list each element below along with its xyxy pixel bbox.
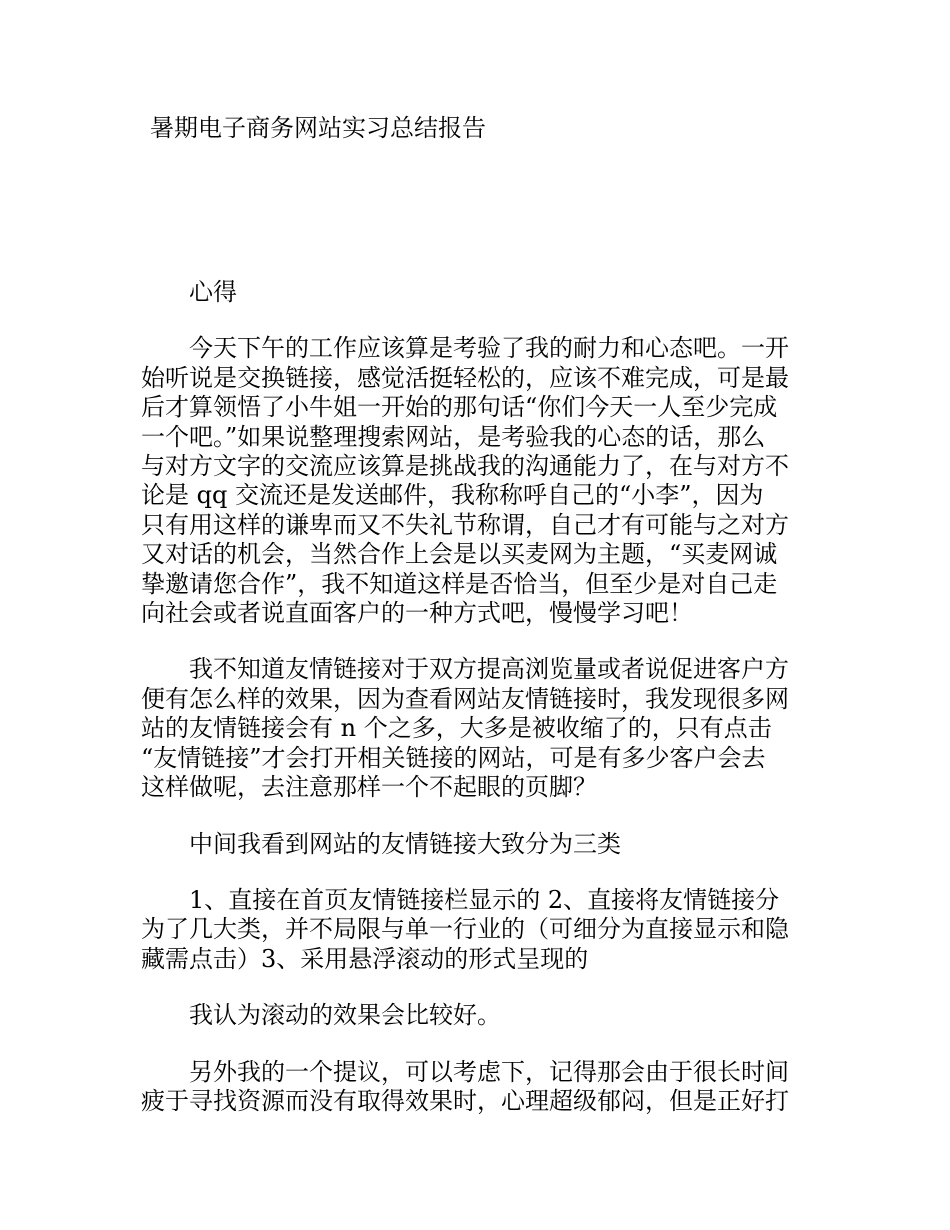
paragraph-line: 站的友情链接会有 n 个之多，大多是被收缩了的，只有点击: [141, 714, 772, 743]
paragraph-line: 1、直接在首页友情链接栏显示的 2、直接将友情链接分: [189, 885, 780, 914]
paragraph: [141, 1001, 813, 1030]
paragraph-line: 一个吧。”如果说整理搜索网站，是考验我的心态的话，那么: [141, 422, 766, 451]
paragraph-line: 藏需点击）3、采用悬浮滚动的形式呈现的: [141, 944, 589, 973]
paragraph: [141, 655, 813, 802]
paragraph-line: 这样做呢，去注意那样一个不起眼的页脚？: [141, 773, 597, 802]
paragraph-line: 只有用这样的谦卑而又不失礼节称谓，自己才有可能与之对方: [141, 510, 789, 539]
paragraph: [141, 334, 813, 628]
paragraph: [141, 886, 813, 974]
paragraph-line: 今天下午的工作应该算是考验了我的耐力和心态吧。一开: [189, 334, 789, 363]
document-body: [141, 278, 813, 1143]
paragraph-line: 又对话的机会，当然合作上会是以买麦网为主题，“买麦网诚: [141, 540, 778, 569]
paragraph-line: 向社会或者说直面客户的一种方式吧，慢慢学习吧！: [141, 599, 693, 628]
paragraph-line: 始听说是交换链接，感觉活挺轻松的，应该不难完成，可是最: [141, 363, 789, 392]
paragraph-line: “友情链接”才会打开相关链接的网站，可是有多少客户会去: [141, 743, 766, 772]
document-title: 暑期电子商务网站实习总结报告: [150, 114, 486, 142]
paragraph-line: 心得: [189, 278, 237, 306]
paragraph-line: 我不知道友情链接对于双方提高浏览量或者说促进客户方: [189, 655, 789, 684]
paragraph-line: 与对方文字的交流应该算是挑战我的沟通能力了，在与对方不: [141, 452, 789, 481]
section-heading: [141, 278, 813, 307]
paragraph-line: 另外我的一个提议，可以考虑下，记得那会由于很长时间: [189, 1057, 789, 1086]
paragraph-line: 疲于寻找资源而没有取得效果时，心理超级郁闷，但是正好打: [141, 1086, 789, 1115]
paragraph-line: 便有怎么样的效果，因为查看网站友情链接时，我发现很多网: [141, 684, 789, 713]
paragraph-line: 论是 qq 交流还是发送邮件，我称称呼自己的“小李”，因为: [141, 481, 764, 510]
paragraph: [141, 830, 813, 859]
paragraph-line: 挚邀请您合作”，我不知道这样是否恰当，但至少是对自己走: [141, 569, 778, 598]
paragraph-line: 我认为滚动的效果会比较好。: [189, 1001, 501, 1030]
paragraph: [141, 1058, 813, 1117]
paragraph-line: 中间我看到网站的友情链接大致分为三类: [189, 829, 621, 858]
paragraph-line: 后才算领悟了小牛姐一开始的那句话“你们今天一人至少完成: [141, 393, 778, 422]
paragraph-line: 为了几大类，并不局限与单一行业的（可细分为直接显示和隐: [141, 915, 789, 944]
